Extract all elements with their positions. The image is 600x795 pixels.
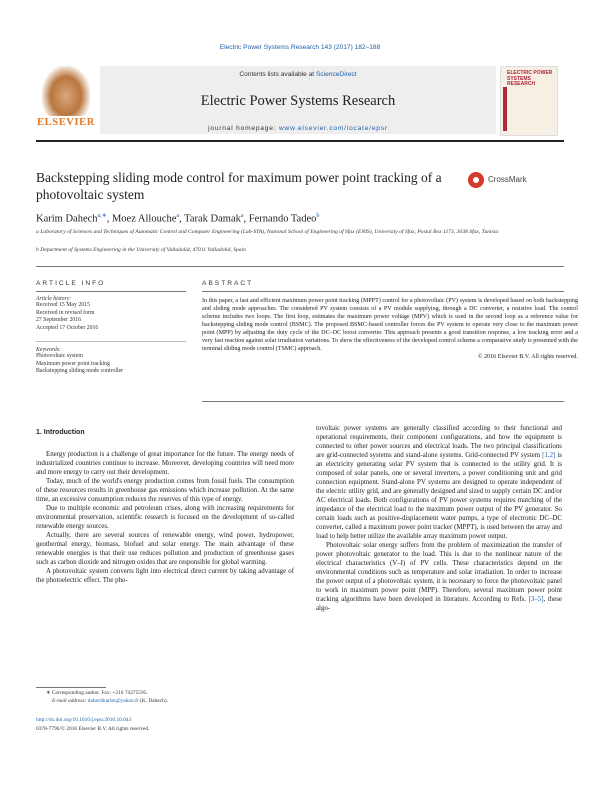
header-rule (36, 140, 564, 142)
footnote-rule (36, 687, 106, 688)
abstract-end-rule (202, 401, 564, 402)
issn-line: 0378-7796/© 2016 Elsevier B.V. All rights reserved. (36, 726, 150, 732)
abstract-heading: ABSTRACT (202, 280, 254, 287)
doi-link[interactable]: http://dx.doi.org/10.1016/j.epsr.2016.10.043 (36, 717, 132, 723)
affiliation-b: b Department of Systems Engineering in the University of Valladolid, 47011 Valladolid, Spain (36, 247, 246, 253)
email-note (52, 698, 332, 705)
text-run: Photovoltaic solar energy suffers from the problem of maximization the transfer of power photovoltaic generator to the load. This is due to the nonlinear nature of the electrical characteristics (V–I) of PV cells. These characteristics depend on the environmental conditions such as temperature and solar irradiation. In order to increase the power output of a photovoltaic system, it is necessary to force the photovoltaic panel to work in maximum power point (MPP). Therefore, several maximum power point tracking algorithms have been developed in literature. According to Refs. (316, 542, 562, 603)
author-affil-mark[interactable]: b (316, 213, 320, 219)
paragraph: Today, much of the world's energy production comes from fossil fuels. The consumption of these resources results in greenhouse gas emissions which increase pollution. At the same time, an excessive consumption reduces the reserves of this type of energy. (36, 478, 294, 503)
crossmark-icon (468, 172, 484, 188)
author-name: Tarak Damak (184, 213, 241, 225)
crossmark-badge[interactable] (468, 172, 548, 190)
keywords (36, 347, 196, 376)
paragraph: A photovoltaic system converts light into electrical direct current by taking advantage of the photoelectric effect. The pho- (36, 568, 294, 584)
author-name: Moez Allouche (111, 213, 177, 225)
paragraph (316, 424, 562, 541)
abstract-rule (202, 291, 564, 292)
keywords-label: Keywords: (36, 347, 61, 353)
author-list: Karim Dahech$^{a,∗}$, Moez Allouche$^a$, Tarak Damak$^a$, Fernando Tadeo$^b$ (36, 213, 320, 225)
history-item: Received 15 May 2015 (36, 302, 90, 308)
abstract-text: In this paper, a fast and efficient maximum power point tracking (MPPT) control for a photovoltaic (PV) system is developed based on both backstepping and sliding mode approaches. The considered PV system consists of a PV module supplying, through a DC converter, a resistive load. The control scheme includes two loops. The first loop, estimates the maximum power voltage (MPV) which is used in the second loop as a reference value for backstepping sliding mode control (BSMC). The proposed BSMC-based controller forces the PV system to operate very close to the maximum power point (MPP) by adjusting the duty cycle of the DC–DC boost converter. This approach presents a good transition response, a low tracking error and a very fast reaction against solar irradiation variations. To show the effectiveness of the developed control scheme a comparative study is presented with the terminal sliding mode control (TSMC) approach. (202, 298, 578, 352)
elsevier-wordmark: ELSEVIER (37, 117, 95, 128)
paragraph: Actually, there are several sources of renewable energy, wind power, hydropower, geothermal energy, biomass, biofuel and solar energy. The main advantage of these renewable energies is that their use reduces pollution and production of greenhouse gases such as carbon dioxide and nitrogen oxides that are responsible for global warming. (36, 532, 294, 566)
history-item: Accepted 17 October 2016 (36, 324, 99, 331)
email-link[interactable]: dahechkarim@yahoo.fr (87, 698, 139, 704)
email-suffix: (K. Dahech). (138, 698, 169, 704)
paragraph: Due to multiple economic and petroleum crises, along with increasing requirements for environmental preservation, scientific research is focused on the development of so-called renewable energy sources. (36, 505, 294, 530)
journal-cover-thumbnail (500, 66, 558, 136)
affiliation-a: a Laboratory of Sciences and Techniques of Automatic Control and Computer Engineering (Lab-STA), National School of Engineering of Sfax (ENIS), University of Sfax, Postal Box 1173, 3038 Sfax, Tunisia (36, 229, 499, 235)
elsevier-logo (36, 66, 96, 130)
author-name: Karim Dahech (36, 213, 98, 225)
left-column (36, 450, 294, 585)
article-info-rule (36, 291, 186, 292)
journal-reference[interactable]: Electric Power Systems Research 143 (2017) 182–188 (219, 44, 381, 51)
article-history (36, 296, 196, 332)
history-item: 27 September 2016 (36, 317, 82, 324)
history-label: Article history: (36, 296, 72, 302)
paragraph (316, 541, 562, 613)
history-item: Received in revised form (36, 309, 95, 316)
sciencedirect-link[interactable]: ScienceDirect (315, 71, 357, 78)
article-info-heading: ARTICLE INFO (36, 280, 106, 287)
crossmark-label: CrossMark (488, 175, 527, 184)
text-run: tovoltaic power systems are generally classified according to their functional and operational requirements, their component configurations, and how the equipment is connected to other power sources and electrical loads. The two principal classifications are grid-connected systems and stand-alone systems. Grid-connected PV system (316, 425, 562, 459)
journal-homepage (100, 125, 496, 132)
cover-strip (503, 87, 507, 131)
paper-title: Backstepping sliding mode control for maximum power point tracking of a photovoltaic system (36, 170, 442, 202)
homepage-link[interactable]: www.elsevier.com/locate/epsr (278, 125, 388, 132)
abstract-body (202, 297, 578, 361)
paragraph: Energy production is a challenge of great importance for the future. The energy needs of industrialized countries continue to increase. Moreover, developing countries will need more and more energy to carry out their development. (36, 451, 294, 476)
author-affil-mark[interactable]: a (240, 213, 244, 219)
journal-title: Electric Power Systems Research (200, 93, 396, 109)
contents-prefix: Contents lists available at (239, 71, 315, 78)
author-name: Fernando Tadeo (248, 213, 317, 225)
elsevier-tree-icon (42, 66, 90, 116)
email-label: E-mail address: (52, 698, 87, 704)
affiliation-rule (36, 266, 564, 267)
homepage-prefix: journal homepage: (208, 125, 277, 132)
citation-link[interactable]: [1,2] (542, 452, 556, 459)
corresponding-author-note: ∗ Corresponding author. Fax: +216 74275595. (46, 690, 148, 696)
keyword-item: Backstepping sliding mode controller (36, 368, 124, 375)
contents-line (100, 71, 496, 78)
author-affil-mark[interactable]: a,∗ (97, 213, 107, 219)
section-heading-introduction: 1. Introduction (36, 429, 85, 436)
right-column (316, 424, 562, 613)
cover-title: ELECTRIC POWER SYSTEMS RESEARCH (507, 70, 553, 87)
text-run: , these algo- (316, 596, 562, 612)
text-run: is an electricity generating solar PV system that is connected to the utility grid. It is composed of solar panels, one or several inverters, a power conditioning unit and grid connection equipment. Stand-alone PV systems are designed to operate independent of the electric utility grid, and are generally designed and sized to supply certain DC and/or AC electrical loads. Both configurations of PV power systems requires matching of the impedance of the electrical load to the maximum power output of the PV generator. So certain loads such as positive-displacement water pumps, a type of electronic DC–DC converter, called a maximum power point tracker (MPPT), is used between the array and load to help better utilize the available array maximum power output. (316, 452, 562, 540)
keyword-item: Maximum power point tracking (36, 360, 110, 367)
keywords-rule (36, 341, 186, 342)
citation-link[interactable]: [3–5] (528, 596, 544, 603)
author-affil-mark[interactable]: a (176, 213, 180, 219)
abstract-copyright: © 2016 Elsevier B.V. All rights reserved. (477, 354, 578, 360)
keyword-item: Photovoltaic system (36, 353, 83, 359)
